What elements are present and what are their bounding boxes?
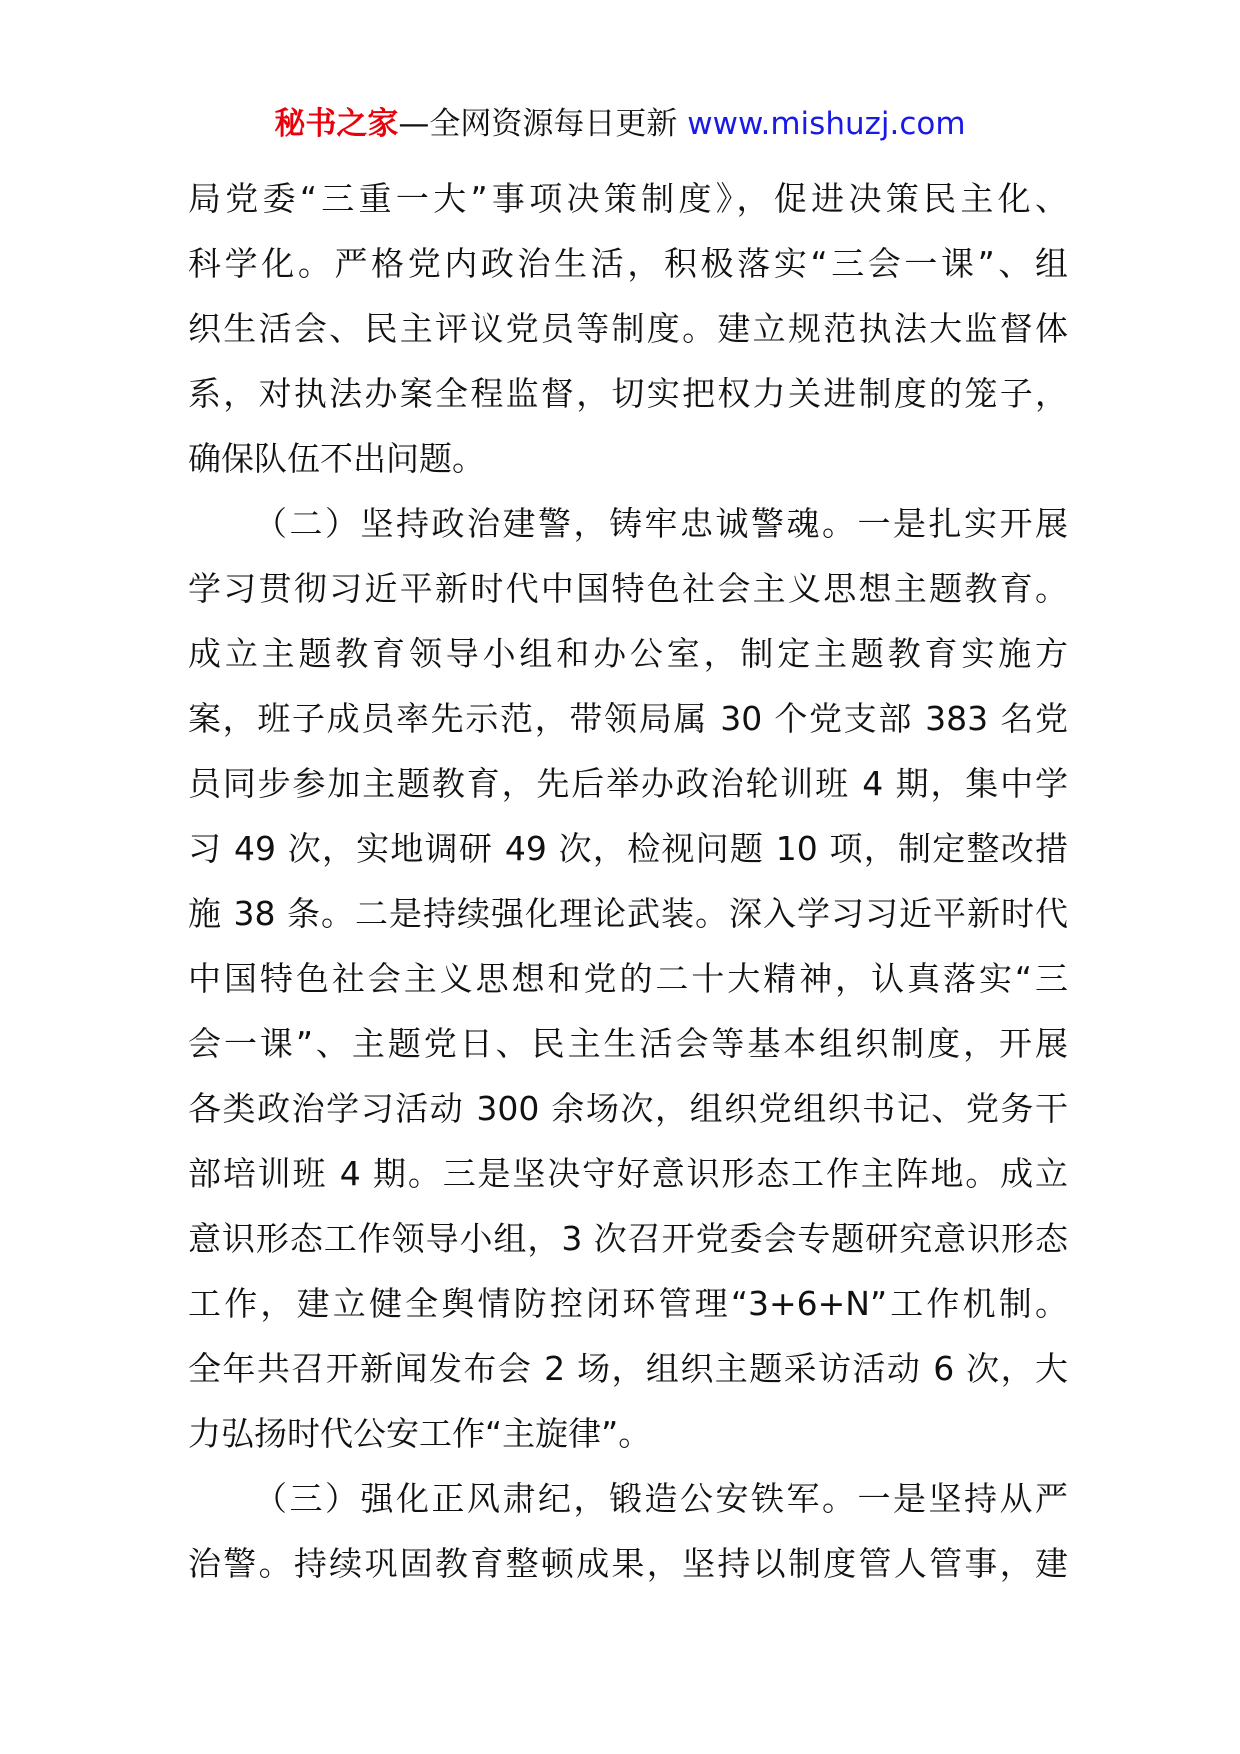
text-line: 员同步参加主题教育，先后举办政治轮训班 4 期，集中学 (188, 764, 1068, 803)
header-tagline: —全网资源每日更新 (398, 106, 688, 142)
section-heading-line: （二）坚持政治建警，铸牢忠诚警魂。一是扎实开展 (254, 504, 1068, 543)
text-line: 织生活会、民主评议党员等制度。建立规范执法大监督体 (188, 309, 1068, 348)
text-line: 会一课”、主题党日、民主生活会等基本组织制度，开展 (188, 1024, 1068, 1063)
text-line: 全年共召开新闻发布会 2 场，组织主题采访活动 6 次，大 (188, 1349, 1068, 1388)
text-line: 成立主题教育领导小组和办公室，制定主题教育实施方 (188, 634, 1068, 673)
brand-name: 秘书之家 (274, 106, 399, 142)
text-line: 确保队伍不出问题。 (188, 439, 485, 478)
text-line: 各类政治学习活动 300 余场次，组织党组织书记、党务干 (188, 1089, 1068, 1128)
text-line: 科学化。严格党内政治生活，积极落实“三会一课”、组 (188, 244, 1068, 283)
text-line: 案，班子成员率先示范，带领局属 30 个党支部 383 名党 (188, 699, 1068, 738)
text-line: 部培训班 4 期。三是坚决守好意识形态工作主阵地。成立 (188, 1154, 1068, 1193)
text-line: 力弘扬时代公安工作“主旋律”。 (188, 1414, 652, 1453)
text-line: 学习贯彻习近平新时代中国特色社会主义思想主题教育。 (188, 569, 1068, 608)
website-link[interactable]: www.mishuzj.com (687, 106, 966, 142)
text-line: 系，对执法办案全程监督，切实把权力关进制度的笼子， (188, 374, 1068, 413)
page-header (0, 104, 1240, 144)
text-line: 局党委“三重一大”事项决策制度》，促进决策民主化、 (188, 179, 1068, 218)
text-line: 治警。持续巩固教育整顿成果，坚持以制度管人管事，建 (188, 1544, 1068, 1583)
document-body (188, 166, 1068, 1596)
text-line: 中国特色社会主义思想和党的二十大精神，认真落实“三 (188, 959, 1068, 998)
text-line: 施 38 条。二是持续强化理论武装。深入学习习近平新时代 (188, 894, 1068, 933)
section-heading-line: （三）强化正风肃纪，锻造公安铁军。一是坚持从严 (254, 1479, 1068, 1518)
text-line: 工作，建立健全舆情防控闭环管理“3+6+N”工作机制。 (188, 1284, 1068, 1323)
text-line: 意识形态工作领导小组，3 次召开党委会专题研究意识形态 (188, 1219, 1068, 1258)
text-line: 习 49 次，实地调研 49 次，检视问题 10 项，制定整改措 (188, 829, 1068, 868)
